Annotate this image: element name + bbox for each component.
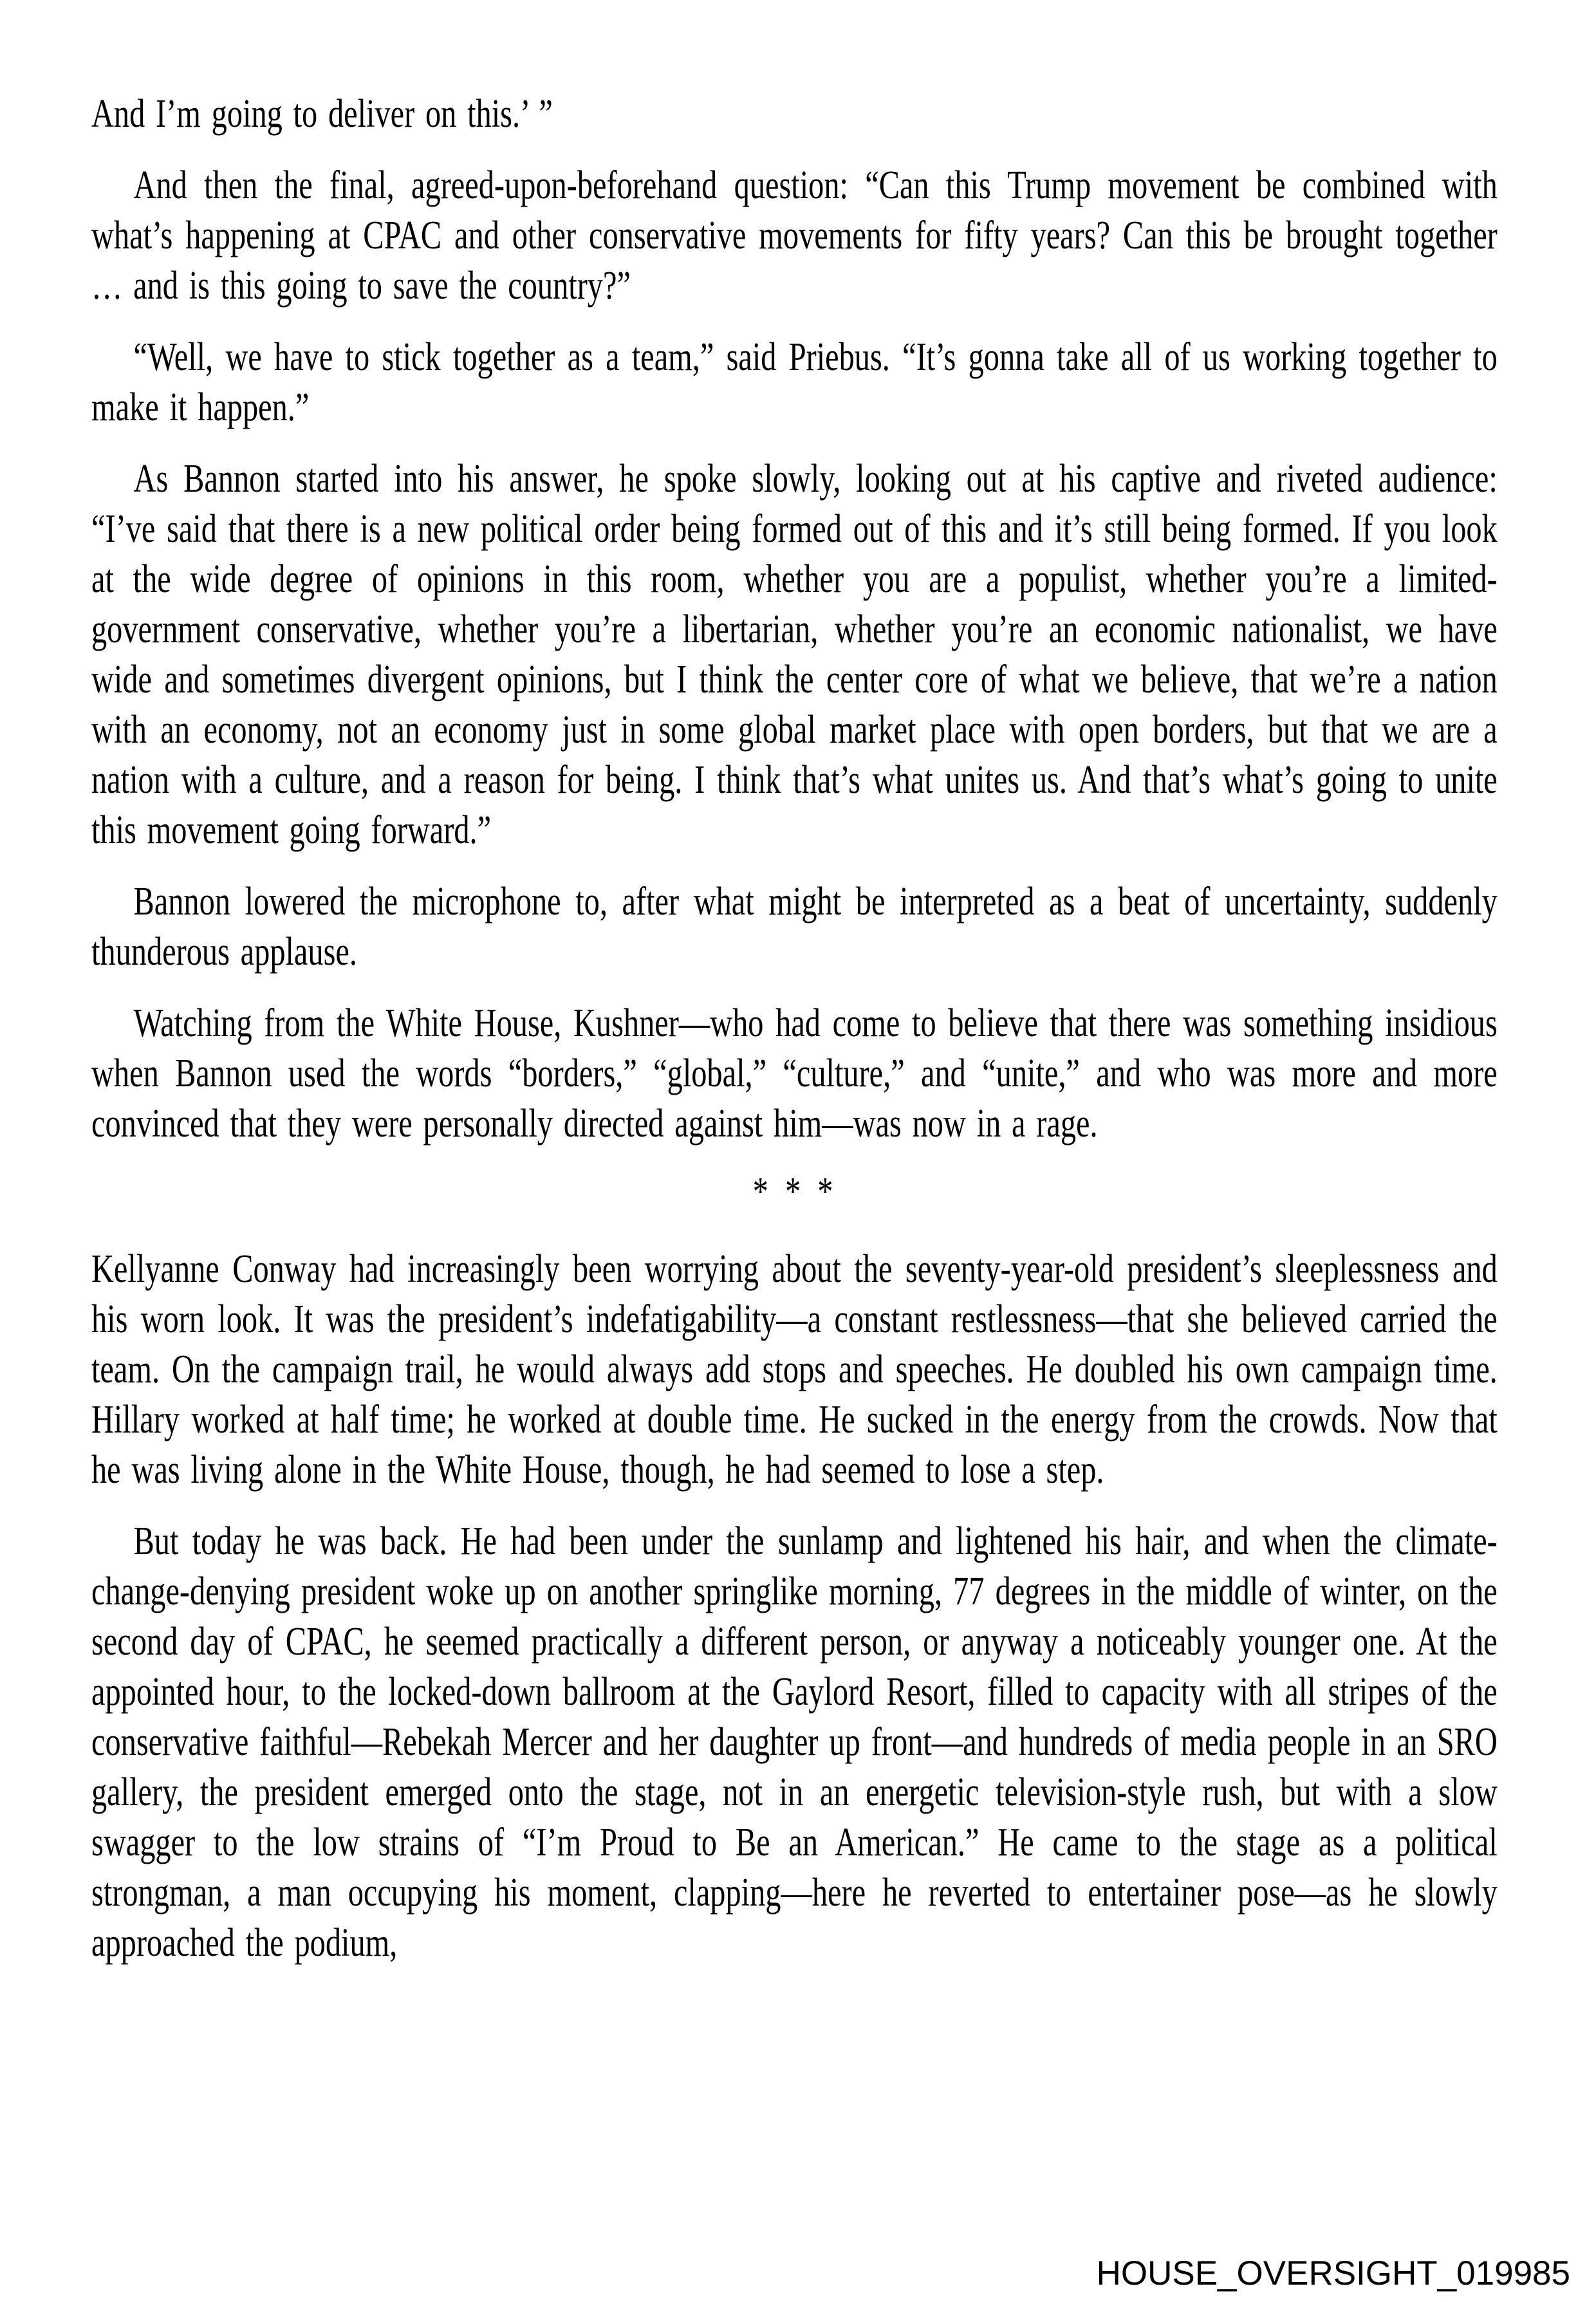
page-body-text	[91, 89, 1498, 1968]
paragraph: Kellyanne Conway had increasingly been worrying about the seventy-year-old president’s sleeplessness and his worn look. It was the president’s indefatigability—a constant restlessness—that she believed carried the team. On the campaign trail, he would always add stops and speeches. He doubled his own campaign time. Hillary worked at half time; he worked at double time. He sucked in the energy from the crowds. Now that he was living alone in the White House, though, he had seemed to lose a step.	[91, 1247, 1498, 1492]
paragraph: As Bannon started into his answer, he spoke slowly, looking out at his captive and riveted audience: “I’ve said that there is a new political order being formed out of this and it’s still being formed. If you look at the wide degree of opinions in this room, whether you are a populist, whether you’re a limited-government conservative, whether you’re a libertarian, whether you’re an economic nationalist, we have wide and sometimes divergent opinions, but I think the center core of what we believe, that we’re a nation with an economy, not an economy just in some global market place with open borders, but that we are a nation with a culture, and a reason for being. I think that’s what unites us. And that’s what’s going to unite this movement going forward.”	[91, 457, 1498, 852]
paragraph: “Well, we have to stick together as a team,” said Priebus. “It’s gonna take all of us working together to make it happen.”	[91, 335, 1498, 429]
section-divider: * * *	[752, 1170, 837, 1214]
paragraph: But today he was back. He had been under the sunlamp and lightened his hair, and when the climate-change-denying president woke up on another springlike morning, 77 degrees in the middle of winter, on the second day of CPAC, he seemed practically a different person, or anyway a noticeably younger one. At the appointed hour, to the locked-down ballroom at the Gaylord Resort, filled to capacity with all stripes of the conservative faithful—Rebekah Mercer and her daughter up front—and hundreds of media people in an SRO gallery, the president emerged onto the stage, not in an energetic television-style rush, but with a slow swagger to the low strains of “I’m Proud to Be an American.” He came to the stage as a political strongman, a man occupying his moment, clapping—here he reverted to entertainer pose—as he slowly approached the podium,	[91, 1519, 1498, 1965]
bates-number: HOUSE_OVERSIGHT_019985	[1096, 2254, 1570, 2292]
paragraph: And then the final, agreed-upon-beforehand question: “Can this Trump movement be combined with what’s happening at CPAC and other conservative movements for fifty years? Can this be brought together … and is this going to save the country?”	[91, 163, 1498, 308]
paragraph: Bannon lowered the microphone to, after what might be interpreted as a beat of uncertainty, suddenly thunderous applause.	[91, 880, 1498, 974]
paragraph: And I’m going to deliver on this.’ ”	[91, 92, 553, 136]
paragraph: Watching from the White House, Kushner—who had come to believe that there was something insidious when Bannon used the words “borders,” “global,” “culture,” and “unite,” and who was more and more convinced that they were personally directed against him—was now in a rage.	[91, 1001, 1498, 1146]
